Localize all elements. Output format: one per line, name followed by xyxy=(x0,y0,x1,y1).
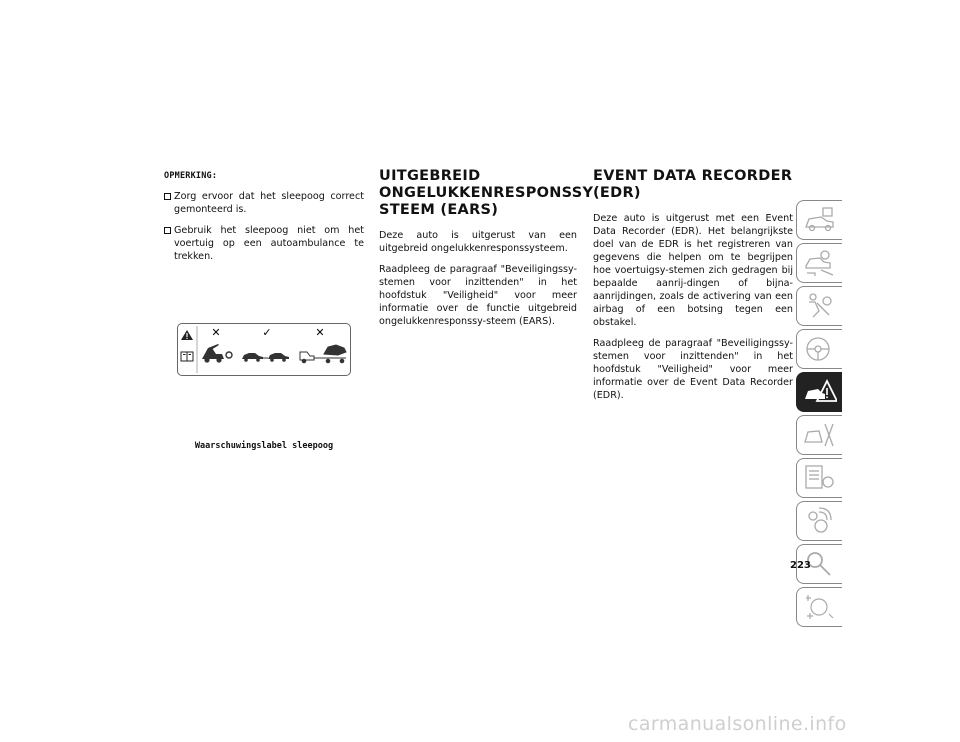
square-bullet-icon xyxy=(164,227,171,234)
manual-book-icon xyxy=(181,352,193,361)
paragraph: Deze auto is uitgerust van een uitgebreid ongelukkenresponssysteem. xyxy=(379,230,577,254)
chapter-tab-driving[interactable] xyxy=(796,329,842,369)
figure-caption: Waarschuwingslabel sleepoog xyxy=(194,441,334,451)
chapter-tab-emergency[interactable] xyxy=(796,372,842,412)
steering-wheel-icon xyxy=(803,334,837,364)
emergency-warning-icon xyxy=(803,377,837,407)
service-tools-icon xyxy=(803,420,837,450)
not-allowed-mark: ✕ xyxy=(211,326,221,339)
left-column xyxy=(164,168,364,271)
right-column xyxy=(593,168,793,410)
square-bullet-icon xyxy=(164,193,171,200)
note-list xyxy=(164,190,364,263)
paragraph: Raadpleeg de paragraaf "Beveiligingssy-stemen voor inzittenden" in het hoofdstuk "Veiligheid" voor meer informatie over de functie uitgebreid ongelukkenresponssy-steem (EARS). xyxy=(379,264,577,327)
chapter-tab-car-info[interactable] xyxy=(796,200,842,240)
tow-label-illustration xyxy=(178,324,350,375)
car-key-icon xyxy=(803,248,837,278)
tow-eye-warning-label xyxy=(177,323,351,376)
tow-truck-pull-icon xyxy=(202,344,232,363)
note-heading: OPMERKING: xyxy=(164,171,218,181)
car-info-icon xyxy=(803,205,837,235)
not-allowed-mark: ✕ xyxy=(315,326,325,339)
car-carrier-icon xyxy=(300,345,346,363)
safety-icon xyxy=(803,291,837,321)
chapter-tab-specifications[interactable] xyxy=(796,458,842,498)
page-number: 223 xyxy=(790,560,811,571)
paragraph: Deze auto is uitgerust met een Event Data Recorder (EDR). Het belangrijkste doel van de EDR is het registreren van gegevens die helpen om te begrijpen hoe voertuigsy-stemen zich gedragen bij bepaalde aanrij-dingen of bijna-aanrijdingen, zoals de activering van een airbag of een botsing tegen een obstakel. xyxy=(593,213,793,328)
section-heading-ears: UITGEBREID ONGELUKKENRESPONSSY STEEM (EARS) xyxy=(379,168,594,218)
chapter-tab-service[interactable] xyxy=(796,415,842,455)
list-item: Gebruik het sleepoog niet om het voertuig op een autoambulance te trekken. xyxy=(164,224,364,263)
chapter-tab-safety[interactable] xyxy=(796,286,842,326)
warning-triangle-icon xyxy=(181,330,193,340)
list-item: Zorg ervoor dat het sleepoog correct gemonteerd is. xyxy=(164,190,364,216)
languages-icon xyxy=(803,592,837,622)
watermark: carmanualsonline.info xyxy=(628,713,847,735)
section-heading-edr: EVENT DATA RECORDER (EDR) xyxy=(593,168,793,201)
chapter-tab-languages[interactable] xyxy=(796,587,842,627)
paragraph: Raadpleeg de paragraaf "Beveiligingssy-stemen voor inzittenden" in het hoofdstuk "Veiligheid" voor meer informatie over de Event Data Recorder (EDR). xyxy=(593,338,793,401)
flat-towing-cars-icon xyxy=(242,353,289,362)
multimedia-icon xyxy=(803,506,837,536)
chapter-tab-keys[interactable] xyxy=(796,243,842,283)
chapter-tab-multimedia[interactable] xyxy=(796,501,842,541)
allowed-mark: ✓ xyxy=(262,326,272,339)
middle-column xyxy=(379,168,594,336)
specifications-icon xyxy=(803,463,837,493)
